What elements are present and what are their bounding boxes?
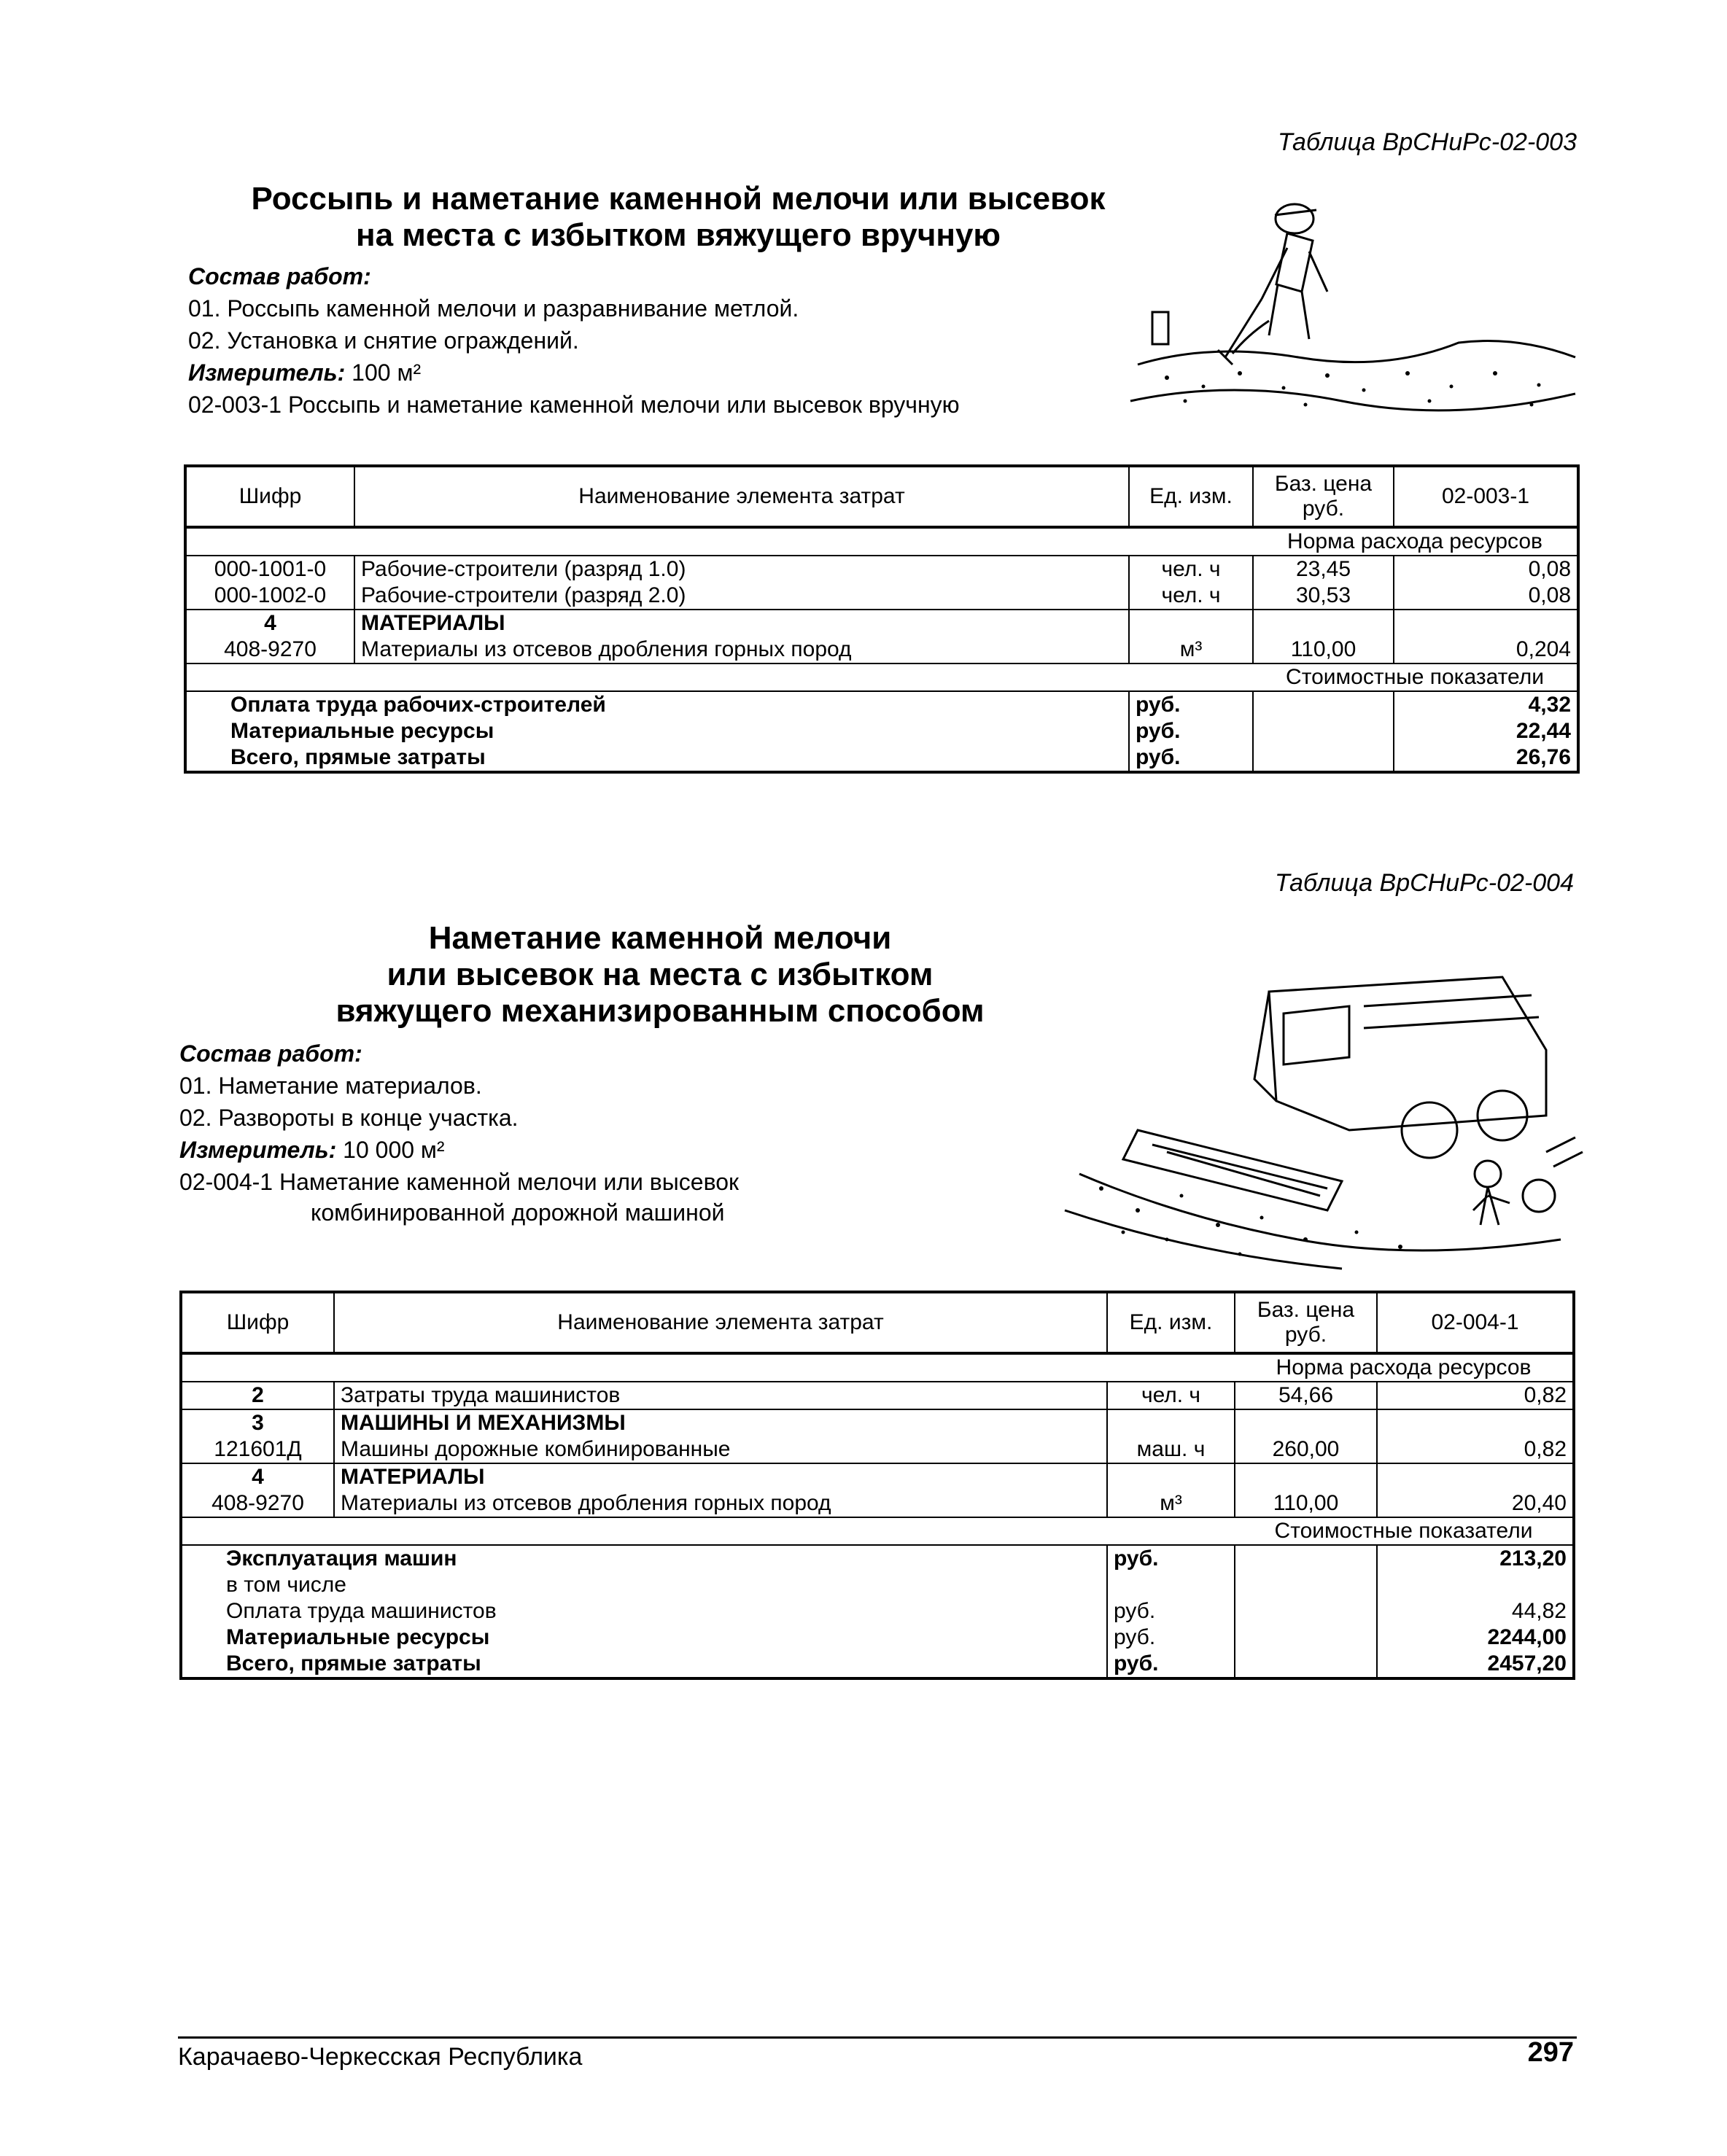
measure-line-1: Измеритель: 100 м² <box>188 359 422 386</box>
footer-divider <box>178 2036 1577 2039</box>
norm-table-1 <box>184 464 1580 774</box>
norm-header: Норма расхода ресурсов <box>1287 529 1542 553</box>
header-price: Баз. цена руб. <box>1253 466 1394 527</box>
table-row: 121601Д Машины дорожные комбинированные маш. ч 260,00 0,82 <box>181 1436 1574 1463</box>
table-row: 000-1002-0 Рабочие-строители (разряд 2.0) чел. ч 30,53 0,08 <box>185 583 1578 610</box>
header-code: 02-004-1 <box>1377 1292 1574 1353</box>
norm-header: Норма расхода ресурсов <box>1276 1355 1532 1379</box>
norm-header-row <box>185 527 1578 556</box>
table-row: 3 МАШИНЫ И МЕХАНИЗМЫ <box>181 1409 1574 1436</box>
code-line-2b: комбинированной дорожной машиной <box>311 1199 725 1226</box>
code-line-2: 02-004-1 Наметание каменной мелочи или высевок <box>179 1169 739 1195</box>
table-ref-2: Таблица ВрСНиРс-02-004 <box>1274 869 1574 897</box>
title-line: или высевок на места с избытком <box>387 957 934 992</box>
cost-row: Материальные ресурсы руб. 22,44 <box>185 718 1578 744</box>
cost-header-row <box>181 1517 1574 1545</box>
work-item: 02. Установка и снятие ограждений. <box>188 327 579 354</box>
title-line: Наметание каменной мелочи <box>428 920 892 956</box>
work-item: 02. Развороты в конце участка. <box>179 1105 519 1131</box>
work-item: 01. Наметание материалов. <box>179 1073 482 1099</box>
table-row: 4 МАТЕРИАЛЫ <box>185 610 1578 637</box>
cost-row: Эксплуатация машин руб. 213,20 <box>181 1545 1574 1572</box>
header-price: Баз. цена руб. <box>1235 1292 1377 1353</box>
header-cipher: Шифр <box>185 466 354 527</box>
section-title-2 <box>219 920 1101 1030</box>
cost-row: в том числе <box>181 1572 1574 1598</box>
cost-header: Стоимостные показатели <box>1235 1517 1574 1545</box>
work-item: 01. Россыпь каменной мелочи и разравнивание метлой. <box>188 295 799 322</box>
header-cipher: Шифр <box>181 1292 334 1353</box>
work-label-2: Состав работ: <box>179 1040 362 1067</box>
norm-table-2 <box>179 1291 1575 1680</box>
worker-sweeping-illustration <box>1123 182 1590 430</box>
header-unit: Ед. изм. <box>1107 1292 1235 1353</box>
header-name: Наименование элемента затрат <box>354 466 1129 527</box>
table-ref-1: Таблица ВрСНиРс-02-003 <box>1277 128 1577 156</box>
title-line: Россыпь и наметание каменной мелочи или высевок <box>251 181 1106 217</box>
cost-row: Материальные ресурсы руб. 2244,00 <box>181 1624 1574 1651</box>
cost-header-row <box>185 663 1578 691</box>
cost-row: Оплата труда машинистов руб. 44,82 <box>181 1598 1574 1624</box>
measure-line-2: Измеритель: 10 000 м² <box>179 1137 445 1163</box>
cost-row: Оплата труда рабочих-строителей руб. 4,32 <box>185 691 1578 718</box>
table-row: 000-1001-0 Рабочие-строители (разряд 1.0) чел. ч 23,45 0,08 <box>185 556 1578 583</box>
cost-row: Всего, прямые затраты руб. 2457,20 <box>181 1651 1574 1678</box>
work-label-1: Состав работ: <box>188 263 371 289</box>
footer-region: Карачаево-Черкесская Республика <box>178 2043 583 2071</box>
table-row: 2 Затраты труда машинистов чел. ч 54,66 0,82 <box>181 1382 1574 1409</box>
section-title-1 <box>175 181 1181 254</box>
header-unit: Ед. изм. <box>1129 466 1253 527</box>
norm-header-row <box>181 1353 1574 1382</box>
cost-row: Всего, прямые затраты руб. 26,76 <box>185 744 1578 772</box>
table-row: 408-9270 Материалы из отсевов дробления горных пород м³ 110,00 20,40 <box>181 1490 1574 1517</box>
title-line: на места с избытком вяжущего вручную <box>356 217 1001 253</box>
header-code: 02-003-1 <box>1394 466 1578 527</box>
title-line: вяжущего механизированным способом <box>335 993 985 1029</box>
table-row: 408-9270 Материалы из отсевов дробления горных пород м³ 110,00 0,204 <box>185 637 1578 663</box>
table-row: 4 МАТЕРИАЛЫ <box>181 1463 1574 1490</box>
header-name: Наименование элемента затрат <box>334 1292 1107 1353</box>
page-number: 297 <box>1527 2037 1574 2068</box>
code-line-1: 02-003-1 Россыпь и наметание каменной мелочи или высевок вручную <box>188 392 960 418</box>
road-machine-illustration <box>1036 933 1590 1283</box>
cost-header: Стоимостные показатели <box>1253 663 1578 691</box>
